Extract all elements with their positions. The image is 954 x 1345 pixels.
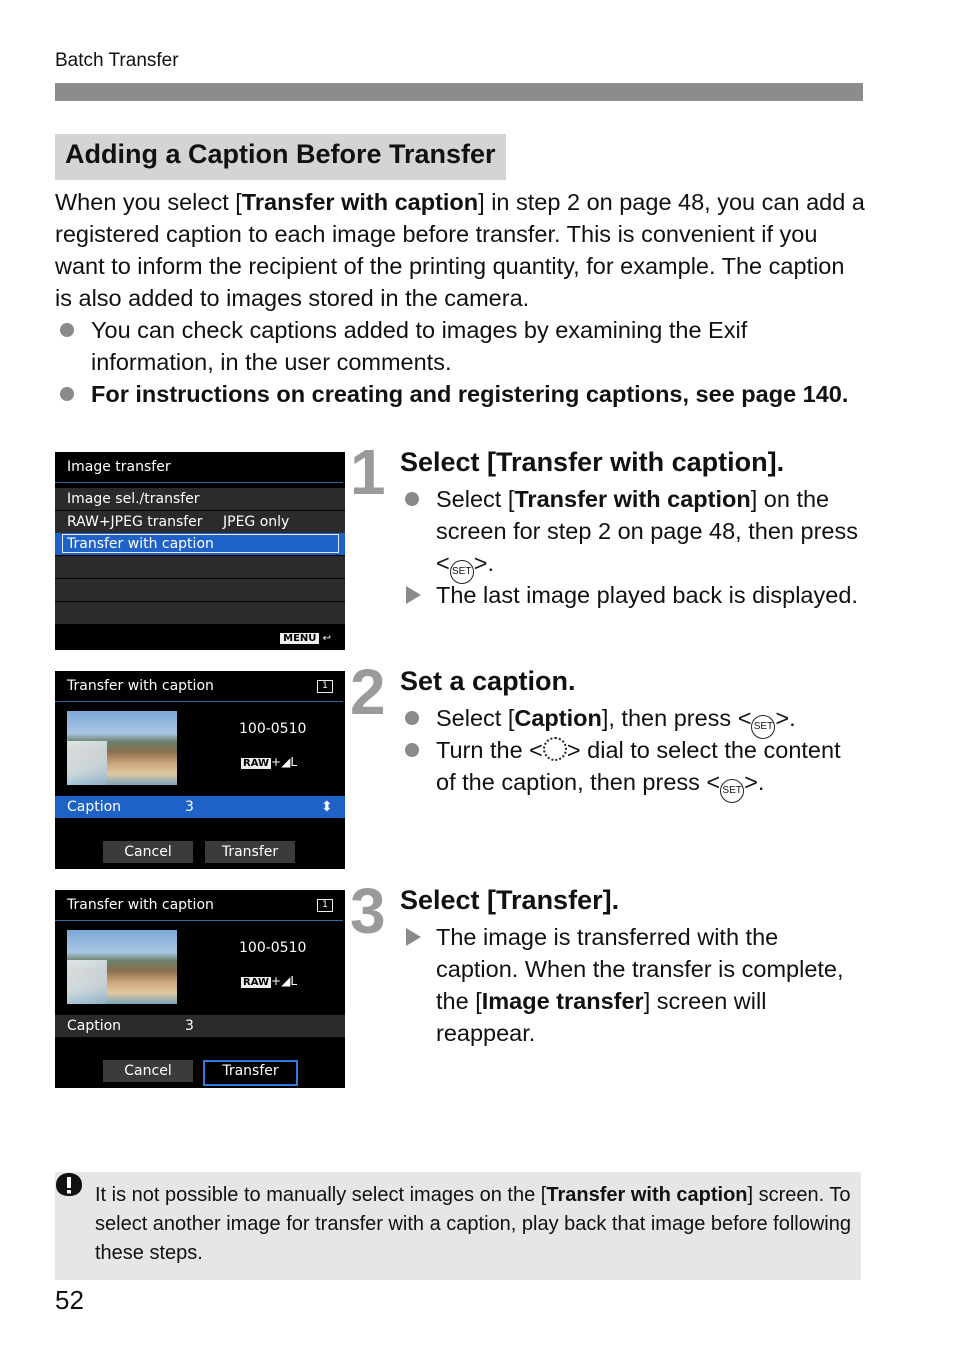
bullet-dot-icon bbox=[60, 387, 74, 401]
bullet-dot-icon bbox=[405, 743, 419, 757]
divider bbox=[55, 482, 343, 483]
caution-note bbox=[55, 1172, 861, 1280]
screen-title: Transfer with caption bbox=[67, 897, 214, 913]
menu-button-icon: MENU bbox=[280, 633, 319, 644]
screen-title: Image transfer bbox=[67, 459, 171, 475]
bullet-dot-icon bbox=[405, 492, 419, 506]
step-number: 1 bbox=[350, 436, 386, 508]
screen-title: Transfer with caption bbox=[67, 678, 214, 694]
set-button-icon: SET bbox=[720, 779, 744, 803]
image-thumbnail bbox=[67, 711, 177, 785]
menu-item-raw-jpeg[interactable]: RAW+JPEG transfer JPEG only bbox=[55, 511, 345, 533]
transfer-button[interactable]: Transfer bbox=[205, 841, 295, 863]
step-title: Set a caption. bbox=[400, 666, 576, 696]
result-arrow-icon bbox=[406, 586, 421, 604]
camera-screen-image-transfer bbox=[55, 452, 345, 650]
step3-result: The image is transferred with the caption. When the transfer is complete, the [Image transfer] screen will reappear. bbox=[436, 921, 866, 1049]
intro-bullet-page140: For instructions on creating and registering captions, see page 140. bbox=[91, 378, 861, 410]
camera-screen-transfer bbox=[55, 890, 345, 1088]
step-number: 2 bbox=[350, 656, 386, 728]
intro-bullet-exif: You can check captions added to images by examining the Exif information, in the user comments. bbox=[91, 314, 851, 378]
file-number: 100-0510 bbox=[239, 721, 307, 737]
camera-screen-caption-edit bbox=[55, 671, 345, 869]
menu-item-transfer-caption[interactable]: Transfer with caption bbox=[55, 533, 345, 555]
running-header: Batch Transfer bbox=[55, 50, 179, 71]
caution-text: It is not possible to manually select images on the [Transfer with caption] screen. To select another image for transfer with a caption, play back that image before following these steps. bbox=[95, 1184, 851, 1264]
step1-result: The last image played back is displayed. bbox=[436, 579, 866, 611]
bullet-dot-icon bbox=[60, 323, 74, 337]
step-title: Select [Transfer with caption]. bbox=[400, 447, 785, 477]
caution-icon bbox=[55, 1172, 83, 1202]
divider bbox=[55, 920, 343, 921]
result-arrow-icon bbox=[406, 928, 421, 946]
image-quality: RAW +◢L bbox=[243, 974, 297, 988]
menu-item-image-sel[interactable]: Image sel./transfer bbox=[55, 488, 345, 510]
back-icon: ↩ bbox=[322, 633, 331, 644]
cancel-button[interactable]: Cancel bbox=[103, 1060, 193, 1082]
file-number: 100-0510 bbox=[239, 940, 307, 956]
image-thumbnail bbox=[67, 930, 177, 1004]
divider bbox=[55, 701, 343, 702]
bullet-dot-icon bbox=[405, 711, 419, 725]
set-button-icon: SET bbox=[751, 715, 775, 739]
cancel-button[interactable]: Cancel bbox=[103, 841, 193, 863]
step2-bullet-select: Select [Caption], then press < SET>. bbox=[436, 702, 866, 739]
image-quality: RAW +◢L bbox=[243, 755, 297, 769]
page-number: 52 bbox=[55, 1285, 84, 1315]
transfer-button[interactable]: Transfer bbox=[203, 1060, 298, 1086]
step2-bullet-dial: Turn the < > dial to select the content of the caption, then press < SET>. bbox=[436, 734, 866, 803]
header-bar bbox=[55, 83, 863, 101]
menu-item-empty bbox=[55, 579, 345, 601]
memory-card-icon: 1 bbox=[317, 680, 333, 693]
quick-control-dial-icon bbox=[543, 737, 567, 761]
step-number: 3 bbox=[350, 875, 386, 947]
intro-paragraph: When you select [Transfer with caption] in step 2 on page 48, you can add a registered caption to each image before transfer. This is convenient if you want to inform the recipient of the printing quantity, for example. The caption is also added to images stored in the camera. bbox=[55, 189, 865, 311]
section-title: Adding a Caption Before Transfer bbox=[55, 134, 506, 180]
menu-item-empty bbox=[55, 556, 345, 578]
memory-card-icon: 1 bbox=[317, 899, 333, 912]
caption-selector[interactable]: Caption 3 bbox=[55, 1015, 345, 1037]
up-down-arrows-icon: ⬍ bbox=[321, 799, 333, 815]
menu-item-empty bbox=[55, 602, 345, 624]
step-title: Select [Transfer]. bbox=[400, 885, 620, 915]
step1-bullet: Select [Transfer with caption] on the screen for step 2 on page 48, then press < SET>. bbox=[436, 483, 866, 584]
caption-selector[interactable]: Caption 3 ⬍ bbox=[55, 796, 345, 818]
set-button-icon: SET bbox=[450, 560, 474, 584]
menu-back-hint bbox=[280, 633, 331, 644]
